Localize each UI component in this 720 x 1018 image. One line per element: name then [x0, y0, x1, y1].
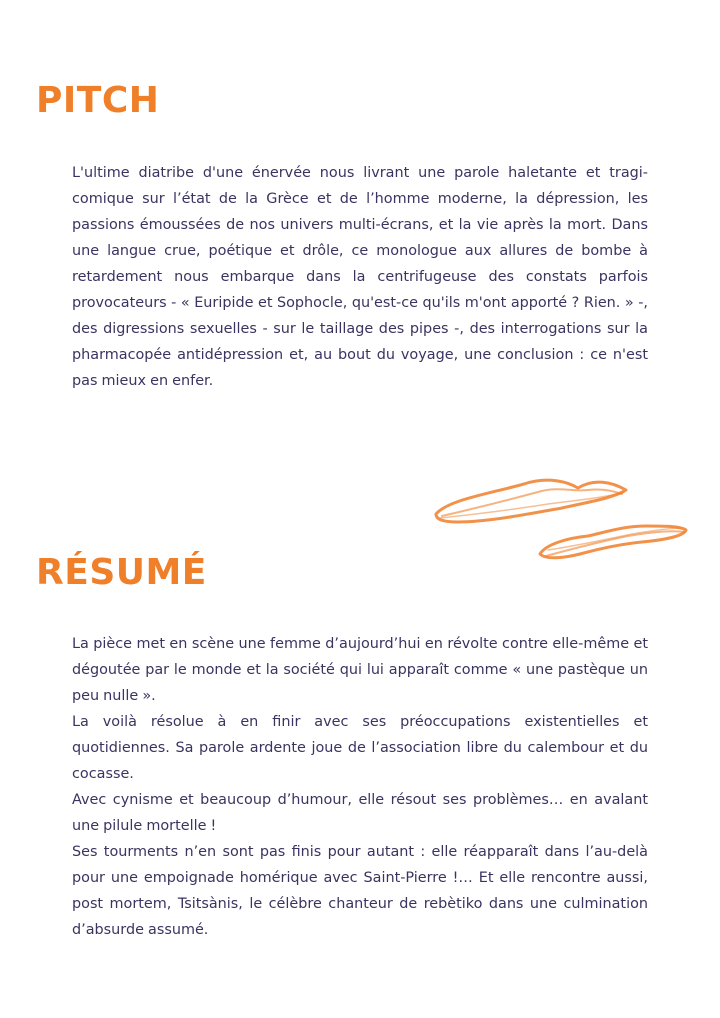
resume-paragraph: La voilà résolue à en finir avec ses préoccupations existentielles et quotidiennes. Sa parole ardente joue de l’association libre du calembour et du cocasse. — [72, 714, 648, 782]
resume-heading: RÉSUMÉ — [36, 552, 207, 593]
resume-paragraph: Ses tourments n’en sont pas finis pour autant : elle réapparaît dans l’au-delà pour une empoignade homérique avec Saint-Pierre !… Et elle rencontre aussi, post mortem, Tsitsànis, le célèbre chanteur de rebètiko dans une culmination d’absurde assumé. — [72, 844, 648, 938]
pitch-heading: PITCH — [36, 80, 160, 121]
resume-paragraph: Avec cynisme et beaucoup d’humour, elle résout ses problèmes… en avalant une pilule mortelle ! — [72, 792, 648, 834]
decorative-brush-strokes — [428, 470, 692, 570]
resume-body — [72, 631, 648, 943]
pitch-paragraph: L'ultime diatribe d'une énervée nous livrant une parole haletante et tragi-comique sur l’état de la Grèce et de l’homme moderne, la dépression, les passions émoussées de nos univers multi-écrans, et la vie après la mort. Dans une langue crue, poétique et drôle, ce monologue aux allures de bombe à retardement nous embarque dans la centrifugeuse des constats parfois provocateurs - « Euripide et Sophocle, qu'est-ce qu'ils m'ont apporté ? Rien. » -, des digressions sexuelles - sur le taillage des pipes -, des interrogations sur la pharmacopée antidépression et, au bout du voyage, une conclusion : ce n'est pas mieux en enfer. — [72, 165, 648, 389]
resume-paragraph: La pièce met en scène une femme d’aujourd’hui en révolte contre elle-même et dégoutée par le monde et la société qui lui apparaît comme « une pastèque un peu nulle ». — [72, 636, 648, 704]
